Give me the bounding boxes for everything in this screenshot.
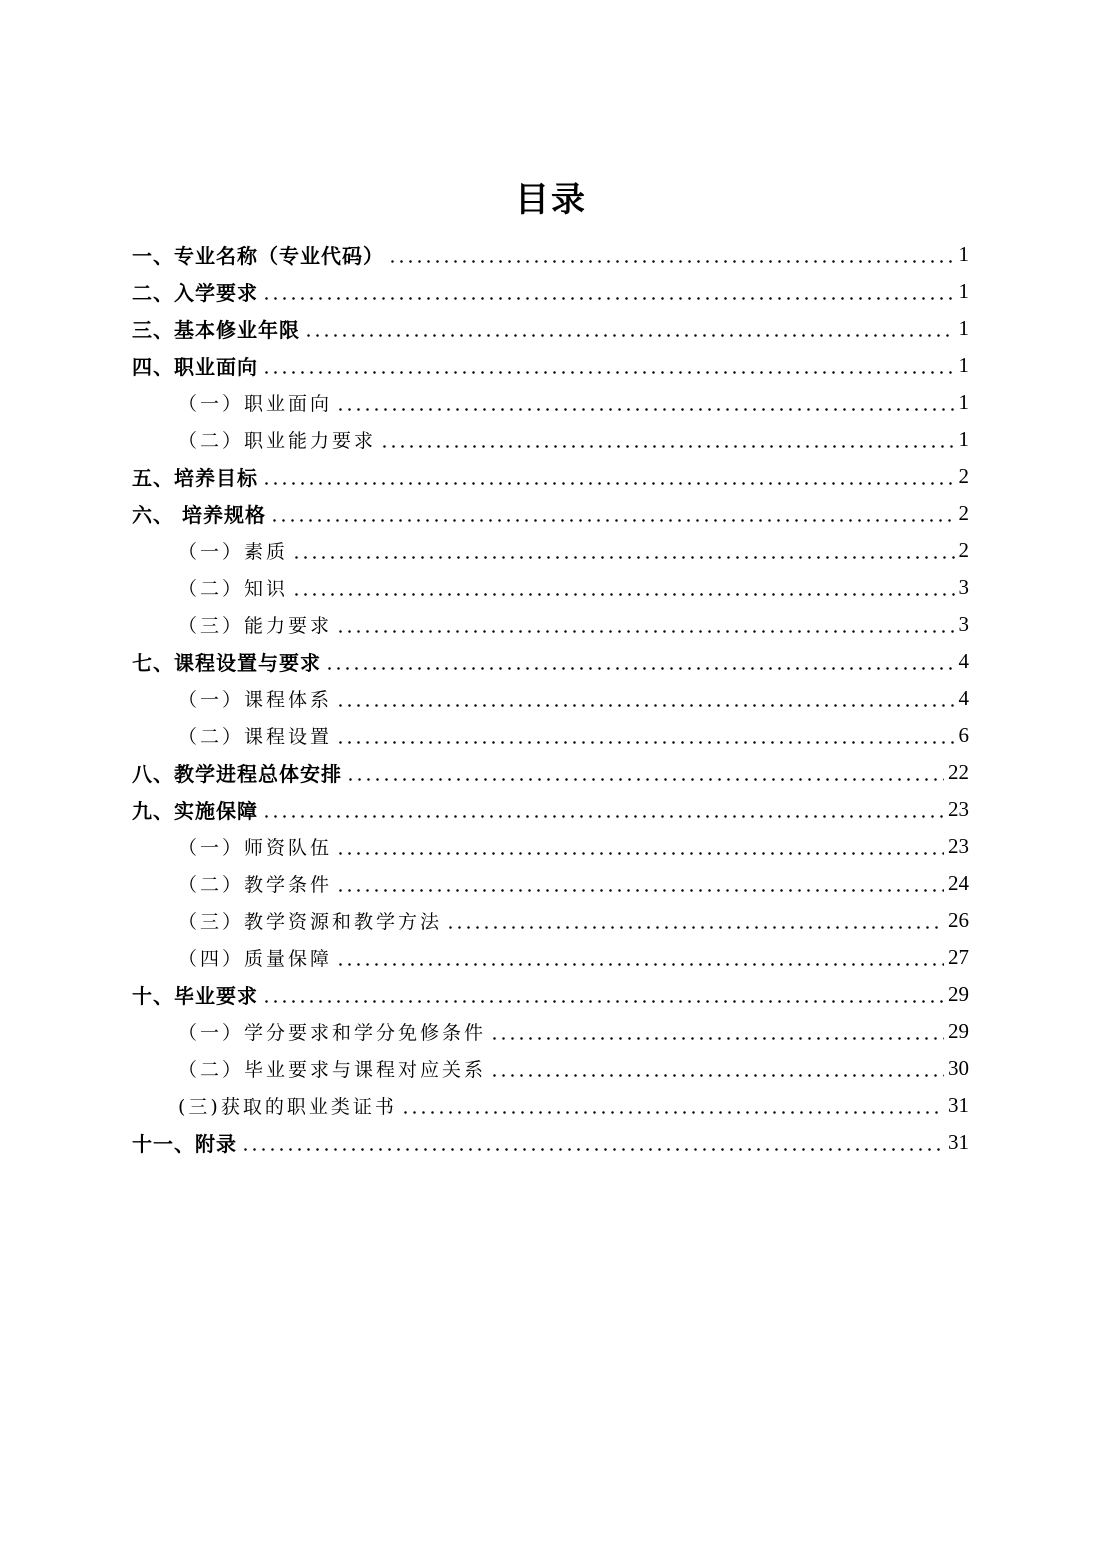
dot-leader: [292, 569, 954, 606]
toc-entry-title: 二、入学要求: [132, 281, 258, 305]
toc-page-number: 24: [948, 871, 969, 895]
toc-entry-title: （一）课程体系: [178, 689, 333, 711]
toc-entry-row: [132, 643, 969, 680]
toc-entry-row: [178, 717, 969, 754]
toc-entry-row: [178, 902, 969, 939]
dot-leader: [336, 680, 954, 717]
toc-entry-title: （三）教学资源和教学方法: [178, 911, 443, 933]
toc-entry-row: [132, 976, 969, 1013]
toc-entry-title: （一）素质: [178, 541, 289, 563]
toc-entry-title: （二）毕业要求与课程对应关系: [178, 1059, 487, 1081]
toc-entry-row: [178, 384, 969, 421]
toc-entry-title: 九、实施保障: [132, 799, 258, 823]
toc-page-number: 6: [958, 723, 969, 747]
toc-entry-row: [132, 458, 969, 495]
toc-page-number: 30: [948, 1056, 969, 1080]
dot-leader: [262, 273, 955, 310]
toc-entry-title: 五、培养目标: [132, 466, 258, 490]
toc-section-entry[interactable]: [0, 791, 1102, 828]
toc-page-number: 23: [948, 797, 969, 821]
toc-entry-row: [178, 865, 969, 902]
toc-entry-title: （三）能力要求: [178, 615, 333, 637]
dot-leader: [304, 310, 955, 347]
toc-section-entry[interactable]: [0, 495, 1102, 532]
toc-entry-row: [178, 939, 969, 976]
toc-entry-title: 八、教学进程总体安排: [132, 762, 342, 786]
toc-subsection-entry[interactable]: [0, 902, 1102, 939]
toc-entry-title: （四）质量保障: [178, 948, 333, 970]
dot-leader: [262, 976, 944, 1013]
toc-entry-title: （二）教学条件: [178, 874, 333, 896]
dot-leader: [388, 236, 955, 273]
toc-section-entry[interactable]: [0, 310, 1102, 347]
toc-entry-row: [178, 606, 969, 643]
toc-page-number: 26: [948, 908, 969, 932]
toc-page-number: 1: [958, 242, 969, 266]
toc-section-entry[interactable]: [0, 976, 1102, 1013]
toc-entry-row: [178, 421, 969, 458]
toc-page-number: 1: [958, 279, 969, 303]
toc-subsection-entry[interactable]: [0, 828, 1102, 865]
toc-entry-row: [178, 1087, 969, 1124]
toc-entry-row: [178, 1013, 969, 1050]
toc-entry-title: 三、基本修业年限: [132, 318, 300, 342]
toc-entry-title: （二）课程设置: [178, 726, 333, 748]
dot-leader: [336, 717, 954, 754]
dot-leader: [446, 902, 944, 939]
toc-page-number: 31: [948, 1093, 969, 1117]
dot-leader: [325, 643, 955, 680]
toc-entry-row: [132, 273, 969, 310]
toc-subsection-entry[interactable]: [0, 865, 1102, 902]
toc-entry-title: （二）知识: [178, 578, 289, 600]
toc-entry-title: 十、毕业要求: [132, 984, 258, 1008]
toc-entry-row: [132, 754, 969, 791]
dot-leader: [262, 347, 955, 384]
toc-page-number: 27: [948, 945, 969, 969]
dot-leader: [336, 865, 944, 902]
toc-entry-title: （一）职业面向: [178, 393, 333, 415]
toc-entry-title: 十一、附录: [132, 1132, 237, 1156]
page-title: 目录: [515, 180, 587, 220]
toc-section-entry[interactable]: [0, 754, 1102, 791]
toc-section-entry[interactable]: [0, 643, 1102, 680]
toc-entry-row: [132, 1124, 969, 1161]
toc-page-number: 4: [958, 686, 969, 710]
toc-page-number: 1: [958, 390, 969, 414]
dot-leader: [346, 754, 944, 791]
toc-section-entry[interactable]: [0, 1124, 1102, 1161]
toc-subsection-entry[interactable]: [0, 1050, 1102, 1087]
toc-entry-row: [178, 569, 969, 606]
toc-entry-title: （一）师资队伍: [178, 837, 333, 859]
toc-subsection-entry[interactable]: [0, 1013, 1102, 1050]
dot-leader: [262, 458, 955, 495]
toc-page-number: 2: [958, 464, 969, 488]
toc-page-number: 1: [958, 353, 969, 377]
toc-subsection-entry[interactable]: [0, 717, 1102, 754]
toc-entry-row: [178, 680, 969, 717]
dot-leader: [380, 421, 954, 458]
toc-subsection-entry[interactable]: [0, 680, 1102, 717]
toc-entry-row: [178, 828, 969, 865]
toc-section-entry[interactable]: [0, 236, 1102, 273]
toc-subsection-entry[interactable]: [0, 1087, 1102, 1124]
toc-subsection-entry[interactable]: [0, 569, 1102, 606]
toc-entry-row: [132, 791, 969, 828]
toc-entry-row: [132, 310, 969, 347]
toc-page-number: 22: [948, 760, 969, 784]
toc-entry-title: 六、 培养规格: [132, 503, 266, 527]
toc-section-entry[interactable]: [0, 347, 1102, 384]
dot-leader: [270, 495, 955, 532]
toc-page-number: 29: [948, 1019, 969, 1043]
toc-subsection-entry[interactable]: [0, 532, 1102, 569]
dot-leader: [336, 606, 954, 643]
toc-section-entry[interactable]: [0, 458, 1102, 495]
dot-leader: [292, 532, 954, 569]
toc-page-number: 3: [958, 575, 969, 599]
dot-leader: [241, 1124, 944, 1161]
toc-entry-title: 一、专业名称（专业代码）: [132, 244, 384, 268]
toc-entry-row: [178, 1050, 969, 1087]
dot-leader: [336, 828, 944, 865]
toc-entry-row: [132, 347, 969, 384]
toc-page-number: 23: [948, 834, 969, 858]
toc-entry-title: （二）职业能力要求: [178, 430, 377, 452]
toc-page-number: 31: [948, 1130, 969, 1154]
toc-page-number: 1: [958, 316, 969, 340]
toc-section-entry[interactable]: [0, 273, 1102, 310]
toc-subsection-entry[interactable]: [0, 421, 1102, 458]
toc-entry-row: [178, 532, 969, 569]
toc-entry-row: [132, 236, 969, 273]
toc-page-number: 1: [958, 427, 969, 451]
toc-page-number: 2: [958, 501, 969, 525]
toc-page-number: 3: [958, 612, 969, 636]
toc-entry-title: (三)获取的职业类证书: [178, 1096, 397, 1118]
dot-leader: [336, 384, 954, 421]
dot-leader: [336, 939, 944, 976]
toc-page-number: 29: [948, 982, 969, 1006]
toc-entry-title: 七、课程设置与要求: [132, 651, 321, 675]
toc-subsection-entry[interactable]: [0, 939, 1102, 976]
toc-entry-title: 四、职业面向: [132, 355, 258, 379]
dot-leader: [490, 1050, 944, 1087]
toc-page-number: 4: [958, 649, 969, 673]
dot-leader: [401, 1087, 944, 1124]
dot-leader: [262, 791, 944, 828]
toc-subsection-entry[interactable]: [0, 384, 1102, 421]
toc-entry-title: （一）学分要求和学分免修条件: [178, 1022, 487, 1044]
toc-entry-row: [132, 495, 969, 532]
toc-subsection-entry[interactable]: [0, 606, 1102, 643]
toc-page-number: 2: [958, 538, 969, 562]
dot-leader: [490, 1013, 944, 1050]
